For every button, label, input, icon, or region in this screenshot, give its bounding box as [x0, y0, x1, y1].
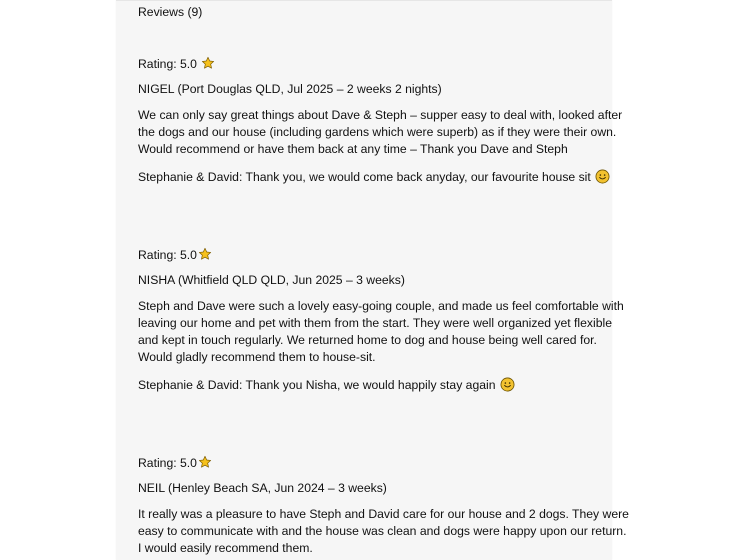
review-2-body-line: Steph and Dave were such a lovely easy-going couple, and made us feel comfortable with — [138, 299, 624, 313]
smiley-face-icon — [595, 169, 610, 184]
reviews-heading: Reviews (9) — [138, 5, 203, 19]
review-1-reviewer: NIGEL (Port Douglas QLD, Jul 2025 – 2 weeks 2 nights) — [138, 82, 442, 96]
review-3-body-line: easy to communicate with and the house was clean and dogs were happy upon our return. — [138, 524, 627, 538]
review-1-body-line: the dogs and our house (including gardens which were superb) as if they were their own. — [138, 125, 617, 139]
review-1-body-line: Would recommend or have them back at any time – Thank you Dave and Steph — [138, 142, 568, 156]
page-top-divider — [116, 0, 612, 1]
review-3-body — [138, 506, 629, 557]
review-3-body-line: I would easily recommend them. — [138, 541, 313, 555]
review-2-reviewer: NISHA (Whitfield QLD QLD, Jun 2025 – 3 weeks) — [138, 273, 405, 287]
review-1-rating-text: Rating: 5.0 — [138, 57, 197, 71]
review-2-body — [138, 298, 624, 366]
star-icon — [201, 56, 215, 70]
review-2-rating-text: Rating: 5.0 — [138, 248, 197, 262]
star-icon — [198, 455, 212, 469]
review-3-body-line: It really was a pleasure to have Steph and David care for our house and 2 dogs. They were — [138, 507, 629, 521]
star-icon — [198, 247, 212, 261]
review-2-reply — [138, 377, 515, 394]
review-3-rating — [138, 455, 212, 472]
smiley-face-icon — [500, 377, 515, 392]
review-1-reply — [138, 169, 610, 186]
review-2-body-line: leaving our home and pet with them from the start. They were well organized yet flexible — [138, 316, 612, 330]
review-3-rating-text: Rating: 5.0 — [138, 456, 197, 470]
review-1-body — [138, 107, 623, 158]
review-2-body-line: Would gladly recommend them to house-sit. — [138, 350, 376, 364]
review-2-reply-text: Stephanie & David: Thank you Nisha, we would happily stay again — [138, 378, 496, 392]
review-1-rating — [138, 56, 215, 73]
review-1-reply-text: Stephanie & David: Thank you, we would come back anyday, our favourite house sit — [138, 170, 591, 184]
review-2-rating — [138, 247, 212, 264]
review-2-body-line: and kept in touch regularly. We returned home to dog and house being well cared for. — [138, 333, 597, 347]
review-3-reviewer: NEIL (Henley Beach SA, Jun 2024 – 3 weeks) — [138, 481, 387, 495]
review-1-body-line: We can only say great things about Dave & Steph – supper easy to deal with, looked after — [138, 108, 623, 122]
